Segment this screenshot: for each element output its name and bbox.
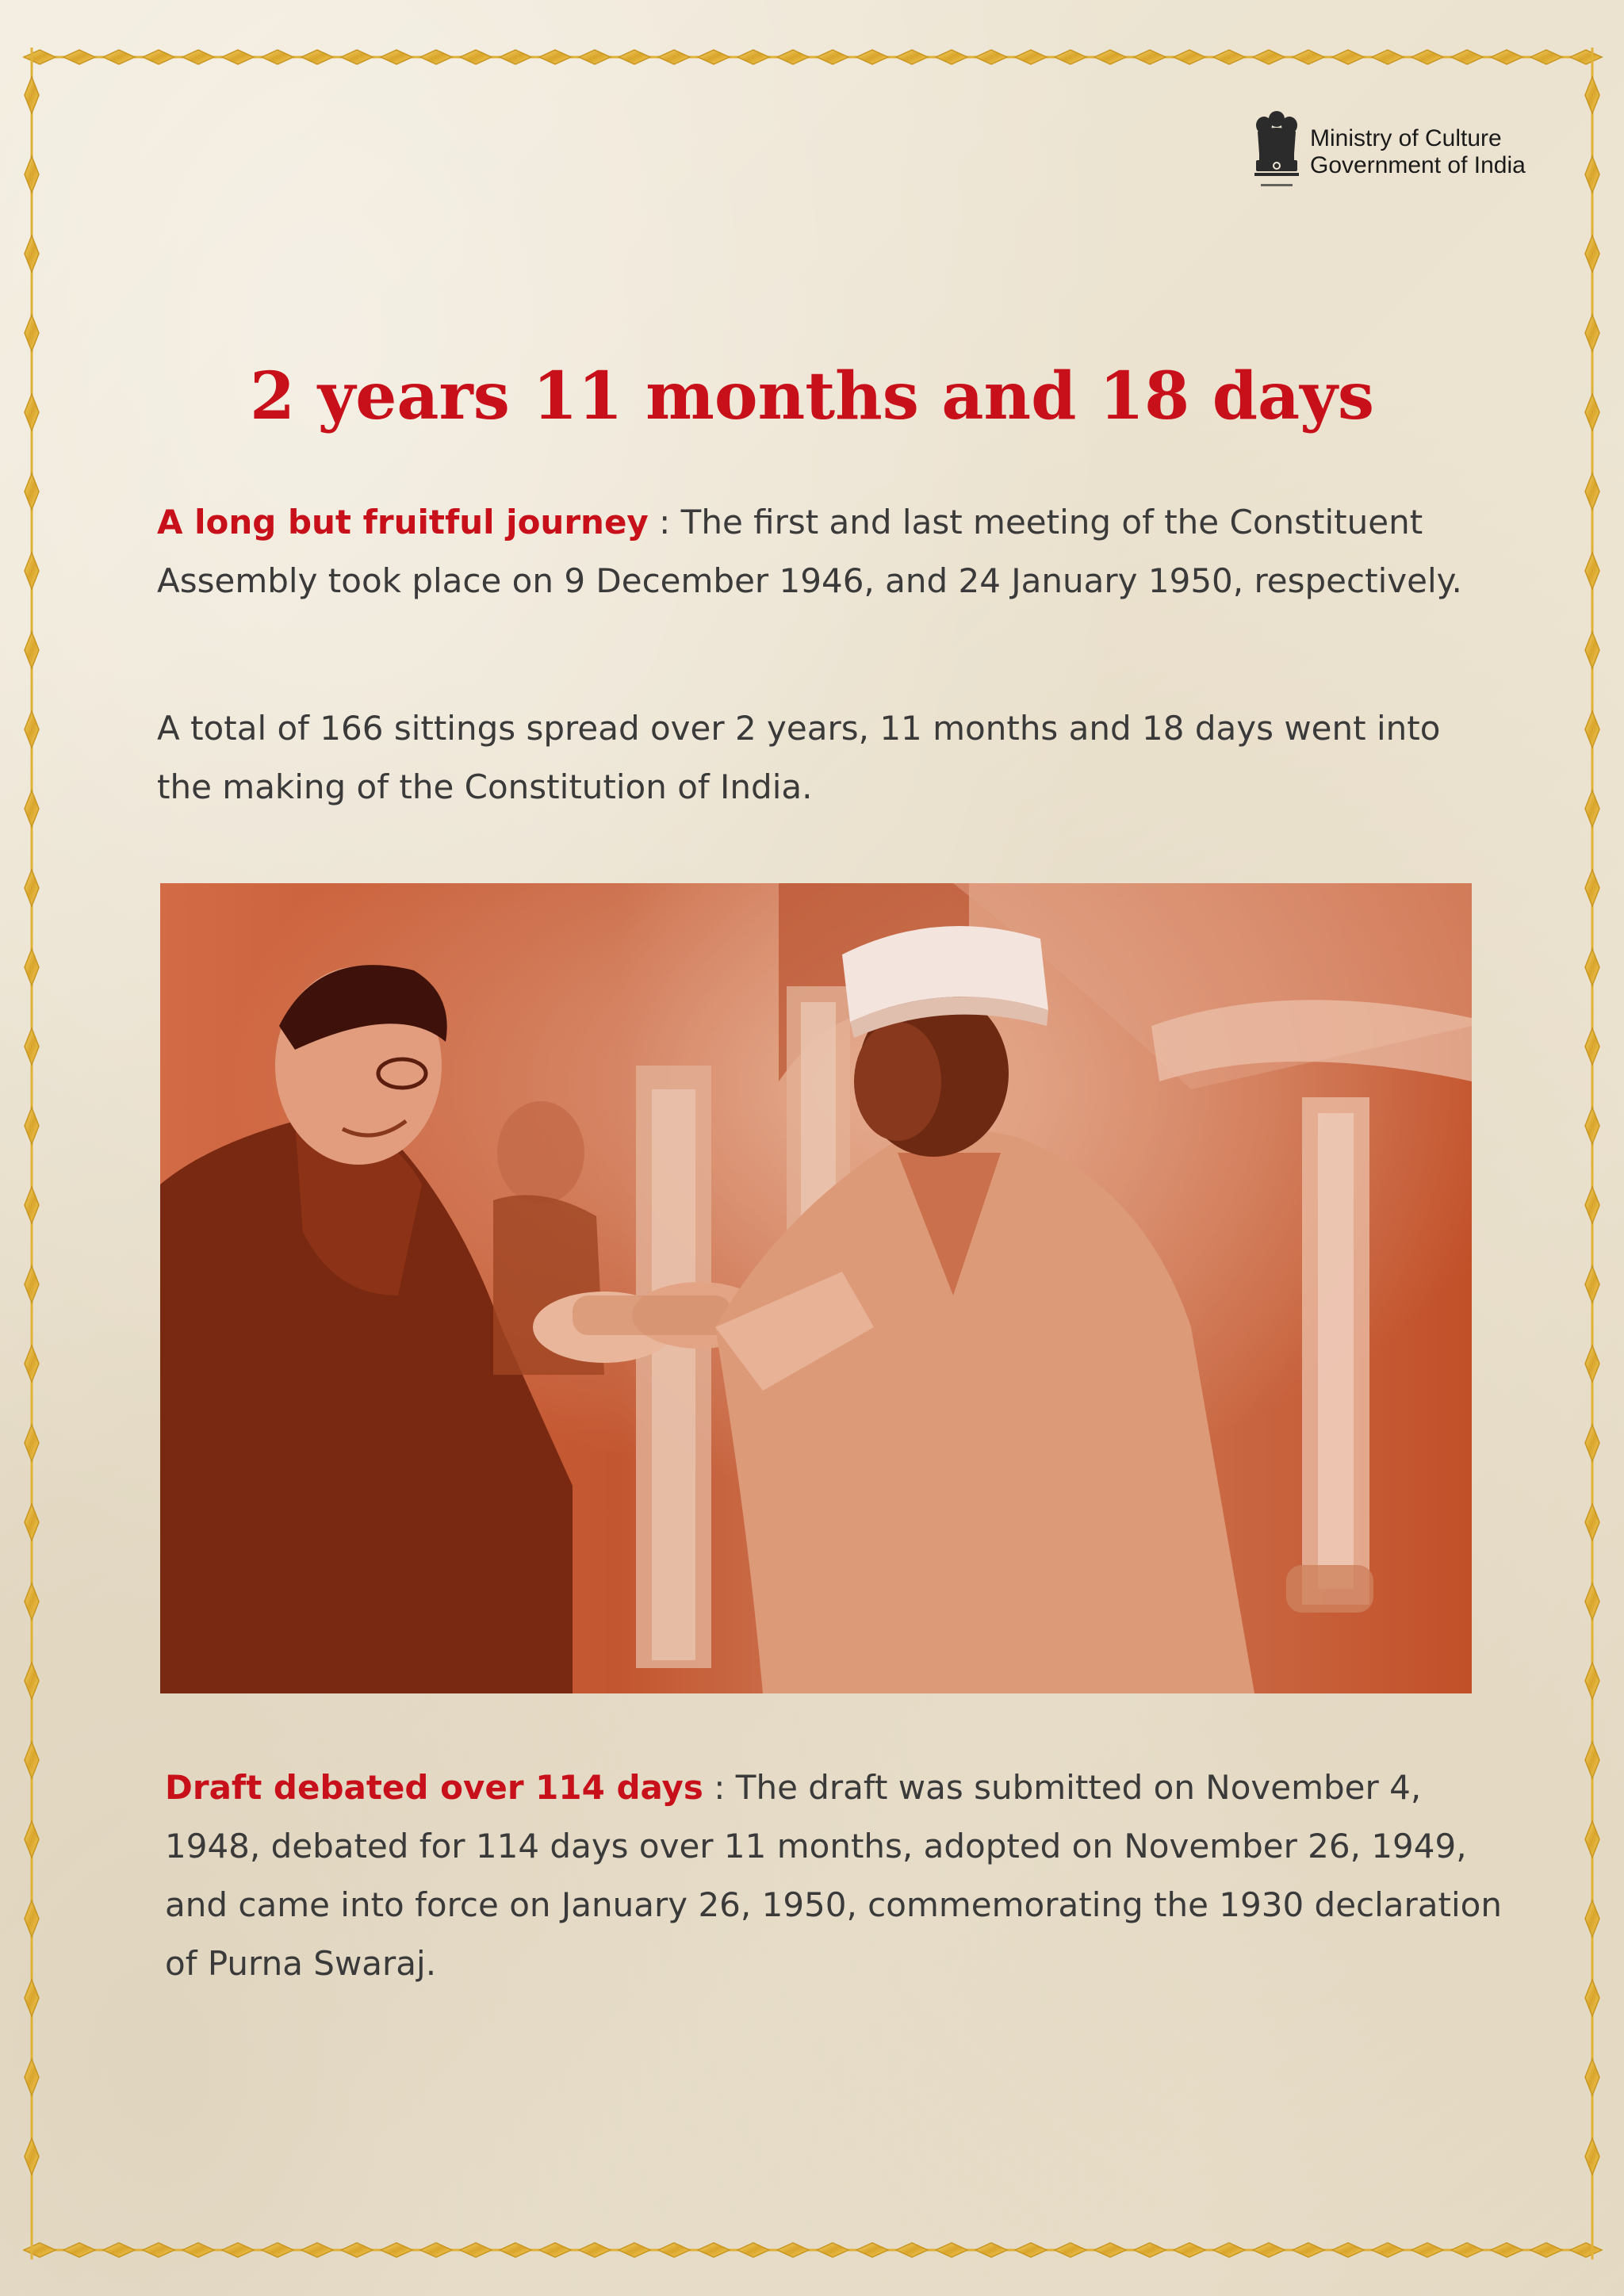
border-motif [1585,632,1599,668]
border-motif [25,1425,39,1461]
border-motif [539,50,571,64]
border-top-strip [24,50,1602,64]
border-motif [1372,50,1404,64]
border-motif [24,50,56,64]
border-motif [25,473,39,510]
border-motif [25,1187,39,1223]
border-motif [460,2243,492,2257]
border-motif [25,1108,39,1144]
border-motif [103,2243,135,2257]
border-motif [698,2243,730,2257]
border-motif [25,1742,39,1778]
border-motif [1570,2243,1602,2257]
border-right-strip [1585,48,1599,2260]
border-bottom-strip [24,2243,1602,2257]
border-motif [975,50,1007,64]
border-motif [63,2243,95,2257]
border-motif [1293,2243,1324,2257]
border-motif [1585,2059,1599,2095]
border-motif [1015,2243,1047,2257]
border-motif [698,50,730,64]
border-motif [1585,315,1599,351]
border-motif [1585,790,1599,827]
border-motif [25,553,39,589]
border-motif [896,2243,928,2257]
border-motif [182,50,214,64]
border-motif [103,50,135,64]
journey-highlight: A long but fruitful journey [157,503,649,541]
border-motif [1585,235,1599,272]
border-motif [25,1900,39,1937]
border-motif [1585,1108,1599,1144]
border-motif [1585,156,1599,193]
border-motif [1332,50,1364,64]
border-motif [25,1345,39,1382]
sittings-paragraph: A total of 166 sittings spread over 2 years, 11 months and 18 days went into the making of the Constitution of India. [157,709,1441,806]
border-motif [1094,2243,1126,2257]
border-motif [817,2243,848,2257]
border-motif [460,50,492,64]
border-motif [737,2243,769,2257]
border-motif [1585,394,1599,430]
border-motif [1585,1345,1599,1382]
border-motif [25,949,39,985]
ministry-label [1310,125,1548,179]
journey-text: : The first and last meeting of the Constituent Assembly took place on 9 December 1946, and 24 January 1950, respectively. [157,503,1462,600]
border-motif [1253,50,1285,64]
border-motif [1491,2243,1522,2257]
border-motif [1293,50,1324,64]
border-motif [420,50,452,64]
border-motif [1055,2243,1086,2257]
border-motif [25,711,39,748]
border-motif [1585,711,1599,748]
border-motif [1585,870,1599,906]
border-motif [1451,2243,1483,2257]
border-motif [1332,2243,1364,2257]
border-motif [1585,77,1599,113]
border-motif [1451,50,1483,64]
draft-highlight: Draft debated over 114 days [165,1768,703,1807]
border-motif [1585,1266,1599,1303]
ministry-line-1: Ministry of Culture [1310,125,1502,151]
border-motif [25,2059,39,2095]
border-motif [539,2243,571,2257]
border-motif [24,2243,56,2257]
border-motif [25,2138,39,2175]
border-motif [381,50,412,64]
border-motif [936,50,967,64]
border-motif [222,50,254,64]
border-motif [25,1583,39,1620]
border-motif [1585,1028,1599,1065]
border-motif [301,50,333,64]
border-motif [1585,1742,1599,1778]
border-motif [619,50,650,64]
border-motif [579,50,611,64]
border-motif [817,50,848,64]
border-motif [1585,1187,1599,1223]
border-motif [1585,1821,1599,1858]
border-motif [737,50,769,64]
border-motif [1585,1583,1599,1620]
border-motif [500,50,531,64]
journey-paragraph [157,493,1489,610]
border-motif [856,50,888,64]
ministry-line-2: Government of India [1310,152,1526,178]
border-motif [1585,1504,1599,1540]
border-motif [1134,2243,1166,2257]
border-motif [1411,2243,1443,2257]
border-motif [25,235,39,272]
historic-photo [160,883,1472,1693]
border-motif [301,2243,333,2257]
border-motif [182,2243,214,2257]
national-emblem-icon [1250,108,1304,197]
border-motif [1585,553,1599,589]
border-motif [25,1821,39,1858]
border-motif [25,1663,39,1699]
border-motif [1585,1425,1599,1461]
border-motif [1530,50,1562,64]
border-motif [25,1980,39,2016]
border-motif [341,2243,373,2257]
border-motif [1174,50,1205,64]
border-motif [1585,1900,1599,1937]
border-motif [25,870,39,906]
draft-text: : The draft was submitted on November 4, 1948, debated for 114 days over 11 months, adopted on November 26, 1949, and came into force on January 26, 1950, commemorating the 1930 declaration of Purna Swaraj. [165,1768,1502,1983]
border-motif [25,77,39,113]
border-motif [1585,1663,1599,1699]
page-title: 2 years 11 months and 18 days [250,358,1374,434]
border-motif [1570,50,1602,64]
border-motif [1411,50,1443,64]
border-motif [1253,2243,1285,2257]
border-motif [381,2243,412,2257]
border-motif [896,50,928,64]
border-motif [420,2243,452,2257]
border-motif [1174,2243,1205,2257]
draft-paragraph [165,1758,1505,1993]
border-motif [936,2243,967,2257]
border-motif [619,2243,650,2257]
border-motif [262,50,293,64]
border-motif [579,2243,611,2257]
border-motif [25,156,39,193]
border-motif [1213,2243,1245,2257]
border-motif [500,2243,531,2257]
border-motif [143,50,174,64]
border-motif [25,632,39,668]
border-motif [975,2243,1007,2257]
border-motif [143,2243,174,2257]
border-motif [1055,50,1086,64]
border-motif [262,2243,293,2257]
border-motif [1372,2243,1404,2257]
border-left-strip [25,48,39,2260]
border-motif [658,50,690,64]
border-motif [1585,2138,1599,2175]
border-motif [25,1504,39,1540]
border-motif [1585,949,1599,985]
border-motif [777,50,809,64]
border-motif [1585,1980,1599,2016]
border-motif [658,2243,690,2257]
border-motif [856,2243,888,2257]
border-motif [1491,50,1522,64]
border-motif [25,790,39,827]
border-motif [1134,50,1166,64]
border-motif [777,2243,809,2257]
border-motif [63,50,95,64]
border-motif [25,315,39,351]
border-motif [25,1028,39,1065]
border-motif [25,1266,39,1303]
border-motif [1585,473,1599,510]
border-motif [1213,50,1245,64]
border-motif [1530,2243,1562,2257]
border-motif [1015,50,1047,64]
border-motif [222,2243,254,2257]
border-motif [1094,50,1126,64]
border-motif [25,394,39,430]
border-motif [341,50,373,64]
